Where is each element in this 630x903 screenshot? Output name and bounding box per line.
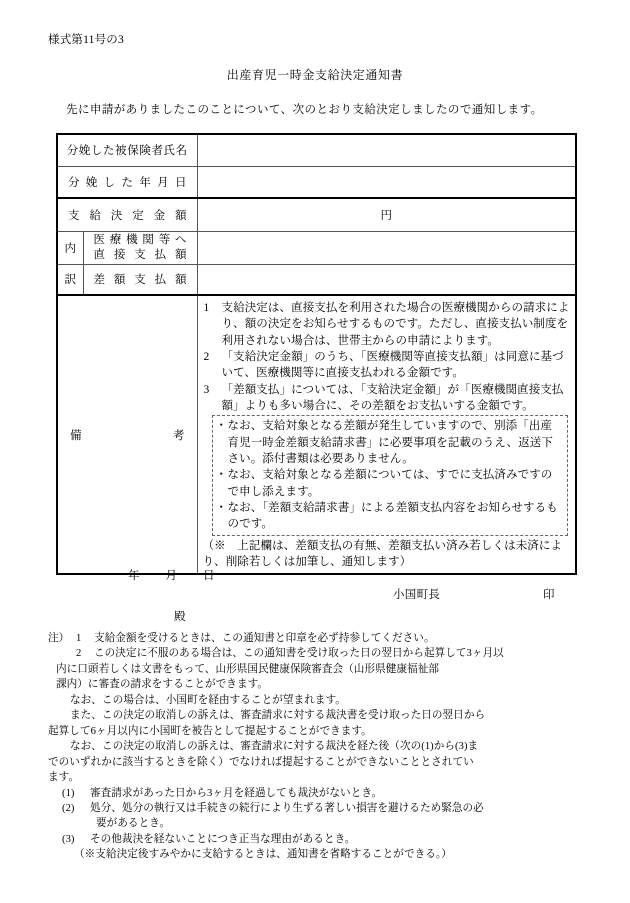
row-value-difference-payment[interactable]: [197, 264, 576, 295]
remarks-content: [197, 295, 576, 574]
day-label: 日: [203, 570, 215, 582]
notes-marker: 注）: [48, 633, 70, 644]
note-sub-marker: (2): [62, 802, 75, 814]
note-paragraph-cont: ます。: [48, 772, 80, 784]
row-label-difference-payment: 差額支払額: [83, 264, 197, 295]
note-text-cont: 内に口頭若しくは文書をもって、山形県国民健康保険審査会（山形県健康福祉部: [56, 663, 439, 675]
note-sub-text: その他裁決を経ないことにつき正当な理由があるとき。: [90, 833, 356, 845]
note-paragraph-cont: でのいずれかに該当するときを除く）でなければ提起することができないこととされてい: [48, 756, 474, 768]
note-text-cont: 課内）に審査の請求をすることができます。: [56, 679, 269, 691]
document-title: 出産育児一時金支給決定通知書: [226, 68, 404, 82]
row-value-birth-date[interactable]: [197, 166, 576, 198]
remarks-footnote: （※ 上記欄は、差額支払の有無、差額支払い済み若しくは未済により、削除若しくは加筆し、通知します）: [202, 539, 563, 568]
row-value-insured-name[interactable]: [197, 134, 576, 166]
remarks-dashed-box: [212, 415, 569, 535]
note-item: [48, 631, 593, 646]
remarks-item-text: 「差額支払」については、「支給決定金額」が「医療機関直接支払額」よりも多い場合に、その差額をお支払いする金額です。: [221, 383, 564, 412]
bullet-marker-icon: ・: [215, 420, 228, 433]
remarks-bullet: [216, 467, 564, 500]
row-label-direct-payment: 医療機関等へ 直接支払額: [83, 231, 197, 264]
note-paragraph: また、この決定の取消しの訴えは、審査請求に対する裁決書を受け取った日の翌日から: [70, 710, 486, 722]
table-row: [57, 166, 576, 198]
note-sub-item: [48, 786, 593, 801]
remarks-item-number: 2: [203, 350, 210, 363]
note-number: 1: [76, 633, 82, 644]
table-row: [57, 134, 576, 166]
remarks-bullet-text: なお、支給対象となる差額が発生していますので、別添「出産育児一時金差額支給請求書」に必要事項を記載のうえ、返送下さい。添付書類は必要ありません。: [227, 420, 553, 465]
note-paragraph: なお、この決定の取消しの訴えは、審査請求に対する裁決を経た後（次の(1)から(3)ま: [70, 741, 479, 753]
remarks-item-text: 「支給決定金額」のうち、「医療機関等直接支払額」は同意に基づいて、医療機関等に直接支払われる金額です。: [221, 350, 564, 380]
row-value-direct-payment[interactable]: [197, 231, 576, 264]
note-paragraph: なお、この場合は、小国町を経由することが望まれます。: [70, 694, 346, 706]
remarks-item-number: 3: [203, 383, 210, 396]
remarks-item: [203, 300, 571, 349]
table-row: [57, 231, 576, 264]
note-sub-marker: (3): [62, 833, 75, 845]
seal-mark-icon: 印: [543, 589, 555, 601]
remarks-bullet: [216, 500, 564, 533]
note-sub-text: 審査請求があった日から3ヶ月を経過しても裁決がないとき。: [90, 787, 383, 799]
bullet-marker-icon: ・: [215, 469, 228, 482]
note-text: 支給金額を受けるときは、この通知書と印章を必ず持参してください。: [94, 633, 435, 644]
remarks-bullet-text: なお、支給対象となる差額については、すでに支払済みですので申し添えます。: [227, 469, 553, 498]
row-label-birth-date: 分娩した年月日: [57, 166, 197, 198]
lead-paragraph: 先に申請がありましたこのことについて、次のとおり支給決定しましたので通知します。: [66, 104, 543, 116]
note-final-remark: （※支給決定後すみやかに支給するときは、通知書を省略することができる。）: [74, 849, 452, 861]
row-label-decided-amount: 支給決定金額: [57, 198, 197, 231]
date-line[interactable]: [128, 567, 215, 583]
addressee-honorific: 殿: [174, 611, 186, 623]
note-sub-text-cont: 要があるとき。: [96, 818, 171, 830]
note-sub-item: [48, 832, 593, 847]
breakdown-label-bottom: 訳: [57, 264, 83, 295]
note-sub-text: 処分、処分の執行又は手続きの続行により生ずる著しい損害を避けるため緊急の必: [90, 802, 484, 814]
remarks-item: [203, 382, 571, 415]
remarks-bullet: [216, 418, 564, 467]
remarks-item-number: 1: [203, 302, 210, 314]
note-text: この決定に不服のある場合は、この通知書を受け取った日の翌日から起算して3ヶ月以: [94, 648, 504, 660]
table-row-remarks: [57, 295, 576, 574]
table-row: [57, 264, 576, 295]
remarks-label: 備考: [57, 295, 197, 574]
row-label-insured-name: 分娩した被保険者氏名: [57, 134, 197, 166]
table-row: [57, 198, 576, 231]
remarks-bullet-text: なお、「差額支給請求書」による差額支払内容をお知らせするものです。: [227, 501, 558, 531]
month-label: 月: [165, 570, 177, 582]
note-item: [48, 646, 593, 661]
year-label: 年: [128, 570, 140, 582]
footer-notes: [48, 631, 593, 863]
bullet-marker-icon: ・: [215, 501, 228, 514]
form-number: 様式第11号の3: [48, 34, 124, 46]
note-sub-item: [48, 801, 593, 816]
issuer-name: 小国町長: [393, 589, 441, 601]
decision-table: [56, 133, 577, 575]
row-value-decided-amount[interactable]: 円: [197, 198, 576, 231]
remarks-item: [203, 349, 571, 382]
remarks-item-text: 支給決定は、直接支払を利用された場合の医療機関からの請求により、額の決定をお知らせするものです。ただし、直接支払い制度を利用されない場合は、世帯主からの申請によります。: [221, 302, 570, 347]
note-sub-marker: (1): [62, 787, 75, 799]
note-number: 2: [76, 648, 82, 660]
breakdown-label-top: 内: [57, 231, 83, 264]
note-paragraph-cont: 起算して6ヶ月以内に小国町を被告として提起することができます。: [48, 725, 372, 737]
